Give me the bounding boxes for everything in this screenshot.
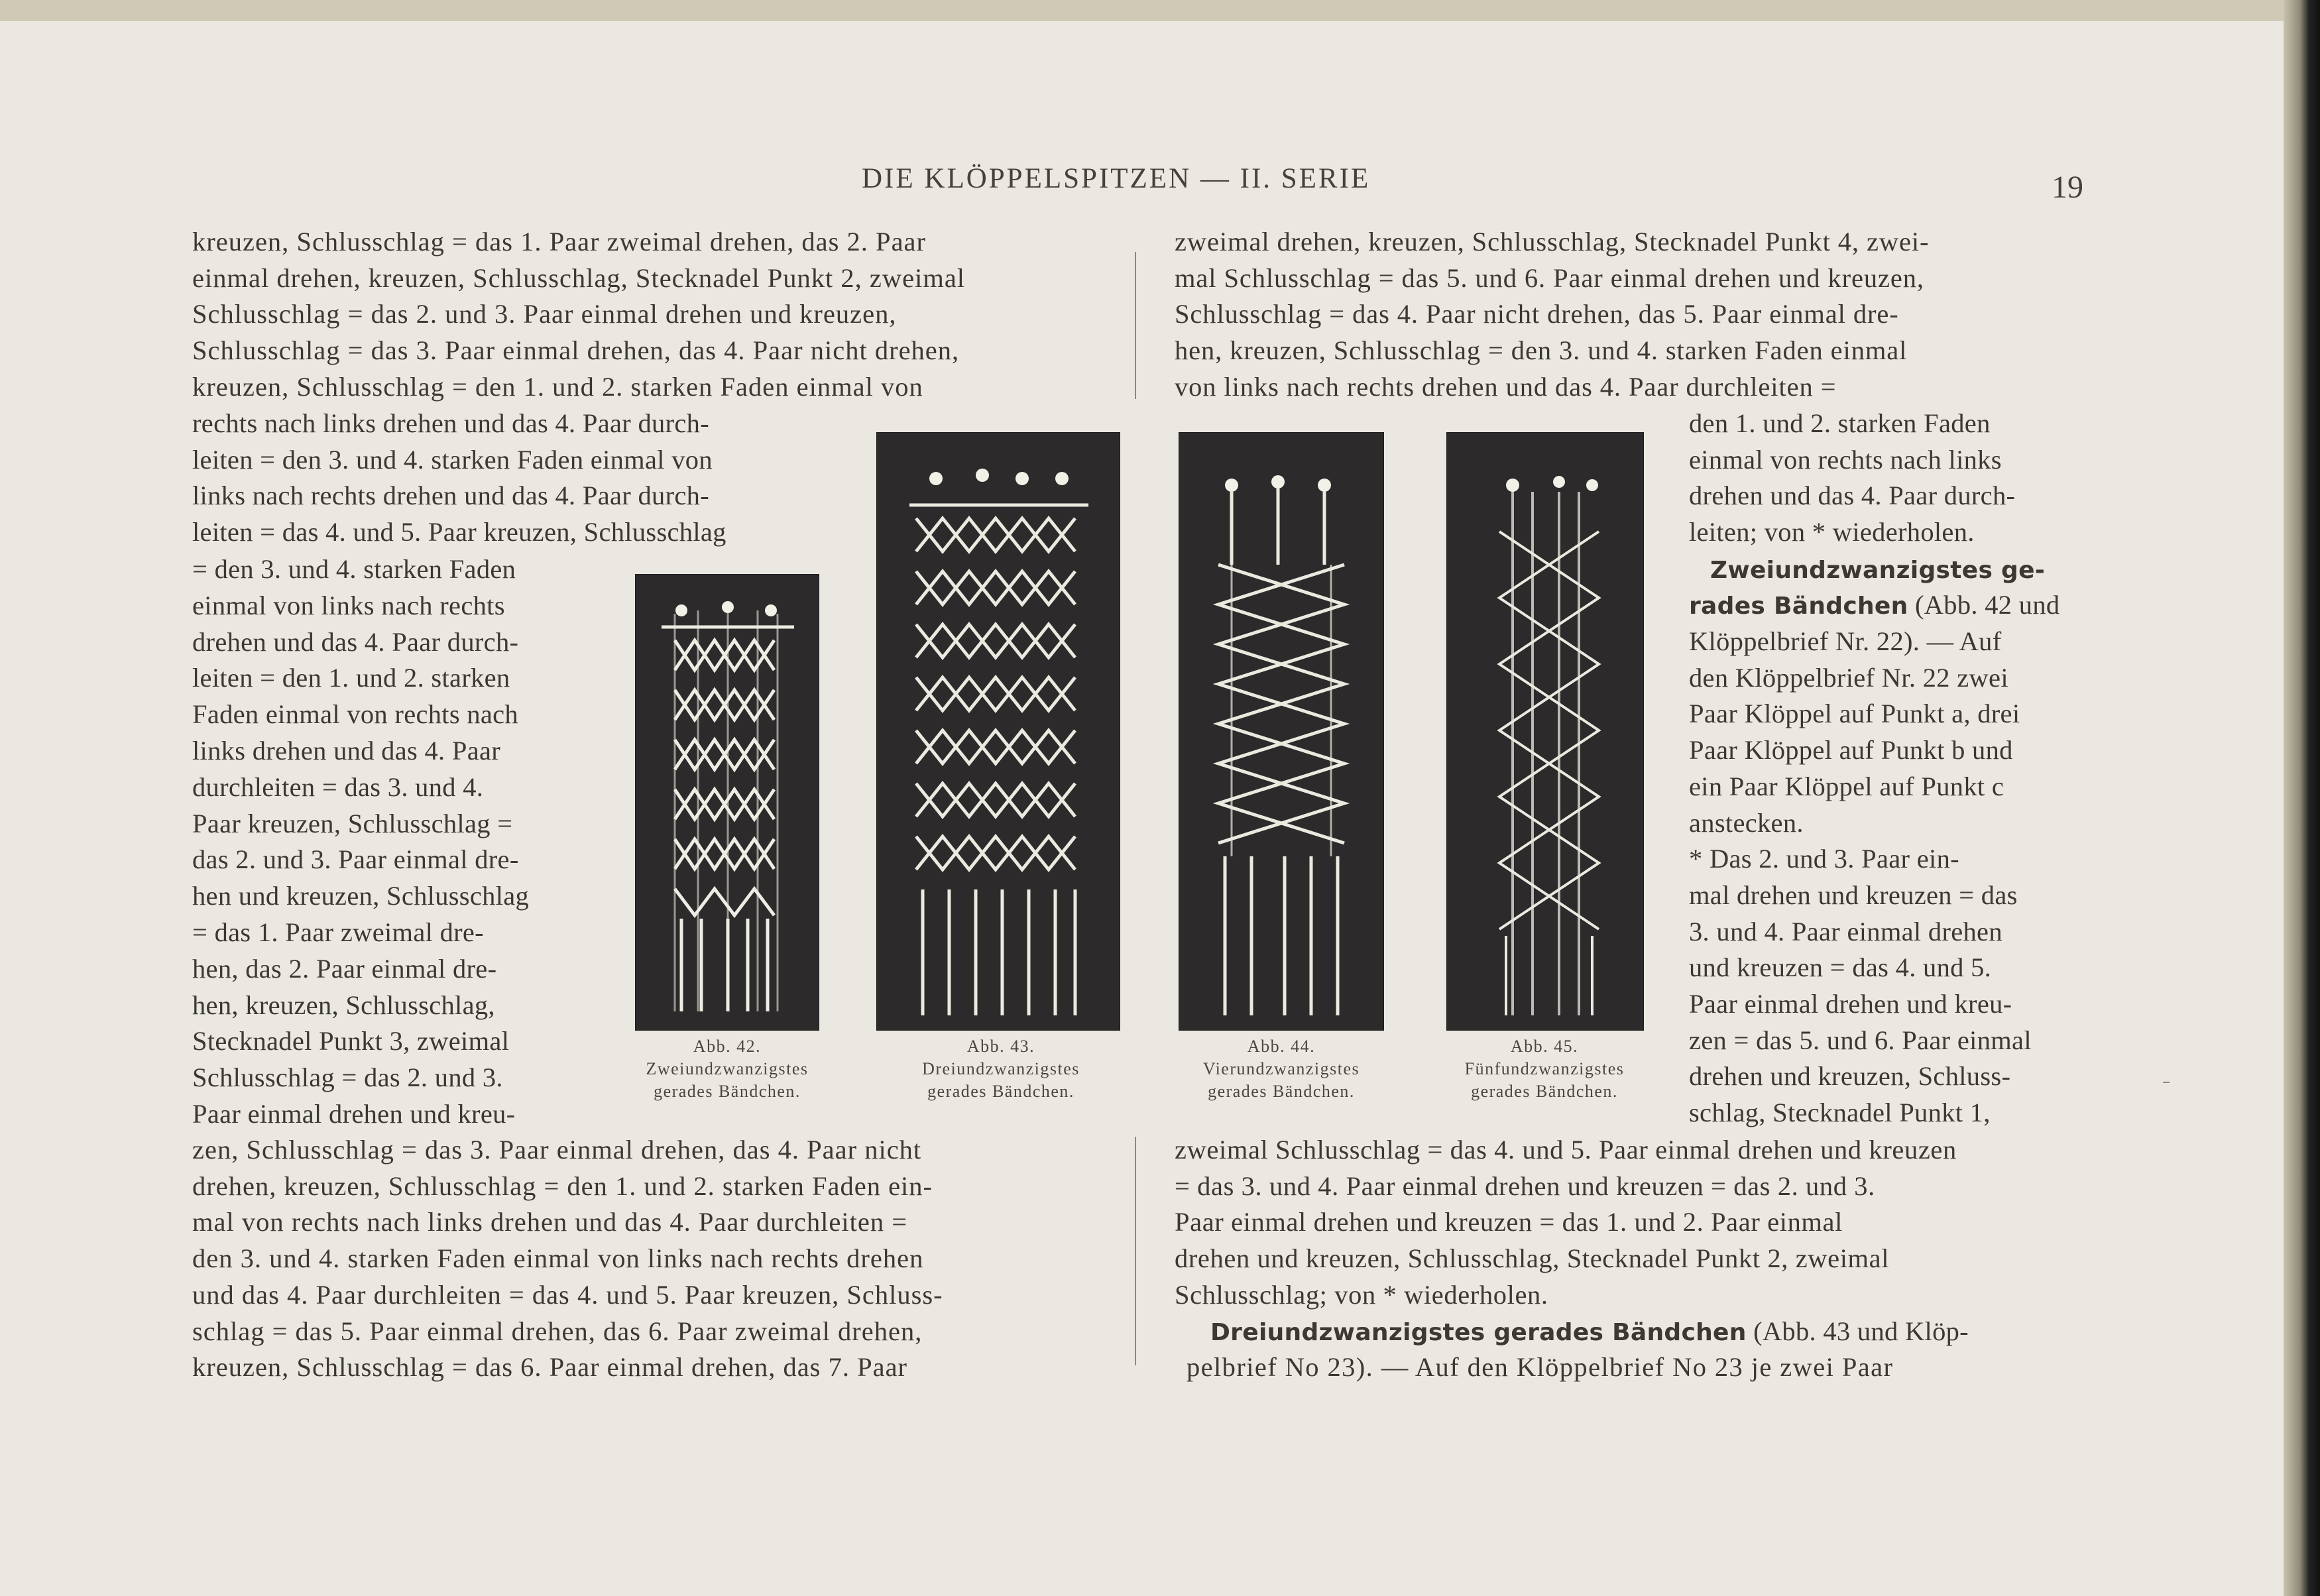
right-column-last-line: pelbrief No 23). — Auf den Klöppelbrief No 23 je zwei Paar <box>1187 1352 1894 1382</box>
lace-braid-42-illustration <box>635 574 819 1031</box>
running-title: DIE KLÖPPELSPITZEN — II. SERIE <box>862 163 1371 194</box>
left-column-lines-c: = den 3. und 4. starken Faden einmal von links nach rechts drehen und das 4. Paar durch- leiten = den 1. und 2. starken Faden einmal von rechts nach links drehen und das 4. Paar durchleiten = das 3. und 4. Paar kreuzen, Schlusschlag = das 2. und 3. Paar einmal dre- hen und kreuzen, Schlusschlag = das 1. Paar zweimal dre- hen, das 2. Paar einmal dre- hen, kreuzen, Schlusschlag, Stecknadel Punkt 3, zweimal Schlusschlag = das 2. und 3. Paar einmal drehen und kreu- <box>192 554 530 1129</box>
heading-23: Dreiundzwanzigstes gerades Bändchen (Abb. 43 und Klöp- <box>1210 1316 1969 1346</box>
margin-mark <box>2163 1082 2170 1083</box>
figure-43-image <box>876 432 1120 1031</box>
left-column-lines-b: rechts nach links drehen und das 4. Paar durch- leiten = den 3. und 4. starken Faden einmal von links nach rechts drehen und das 4. Paar durch- leiten = das 4. und 5. Paar kreuzen, Schlusschlag <box>192 408 726 547</box>
lace-braid-45-illustration <box>1446 432 1644 1031</box>
right-column-lines-d: zweimal Schlusschlag = das 4. und 5. Paar einmal drehen und kreuzen = das 3. und 4. Paar einmal drehen und kreuzen = das 2. und 3. Paar einmal drehen und kreuzen = das 1. und 2. Paar einmal drehen und kreuzen, Schlusschlag, Stecknadel Punkt 2, zweimal Schlusschlag; von * wiederholen. <box>1175 1135 1957 1310</box>
right-column-lines-a: zweimal drehen, kreuzen, Schlusschlag, Stecknadel Punkt 4, zwei- mal Schlusschlag = das 5. und 6. Paar einmal drehen und kreuzen, Schlusschlag = das 4. Paar nicht drehen, das 5. Paar einmal dre- hen, kreuzen, Schlusschlag = den 3. und 4. starken Faden einmal von links nach rechts drehen und das 4. Paar durchleiten = <box>1175 227 1930 402</box>
left-column-lines-a: kreuzen, Schlusschlag = das 1. Paar zweimal drehen, das 2. Paar einmal drehen, kreuzen, Schlusschlag, Stecknadel Punkt 2, zweimal Schlusschlag = das 2. und 3. Paar einmal drehen und kreuzen, Schlusschlag = das 3. Paar einmal drehen, das 4. Paar nicht drehen, kreuzen, Schlusschlag = den 1. und 2. starken Faden einmal von <box>192 227 966 402</box>
page-number: 19 <box>2052 170 2083 205</box>
figure-44-image <box>1179 432 1384 1031</box>
figure-45-caption: Abb. 45. Fünfundzwanzigstes gerades Bändchen. <box>1464 1037 1625 1101</box>
figure-42-image <box>635 574 819 1031</box>
right-column-lines-c: Klöppelbrief Nr. 22). — Auf den Klöppelbrief Nr. 22 zwei Paar Klöppel auf Punkt a, drei Paar Klöppel auf Punkt b und ein Paar Klöppel auf Punkt c anstecken. * Das 2. und 3. Paar ein- mal drehen und kreuzen = das 3. und 4. Paar einmal drehen und kreuzen = das 4. und 5. Paar einmal drehen und kreu- zen = das 5. und 6. Paar einmal drehen und kreuzen, Schluss- schlag, Stecknadel Punkt 1, <box>1689 626 2032 1128</box>
column-divider-bottom <box>1135 1137 1136 1365</box>
figure-42-caption: Abb. 42. Zweiundzwanzigstes gerades Bändchen. <box>646 1037 809 1101</box>
lace-braid-43-illustration <box>876 432 1120 1031</box>
figure-44-caption: Abb. 44. Vierundzwanzigstes gerades Bändchen. <box>1202 1037 1360 1101</box>
heading-22-line-1: Zweiundzwanzigstes ge- <box>1710 557 2046 584</box>
lace-braid-44-illustration <box>1179 432 1384 1031</box>
right-column-lines-b: den 1. und 2. starken Faden einmal von rechts nach links drehen und das 4. Paar durch- leiten; von * wiederholen. <box>1689 408 2016 547</box>
page-binding-edge <box>2284 0 2320 1596</box>
column-divider-top <box>1135 252 1136 399</box>
figure-45-image <box>1446 432 1644 1031</box>
figure-43-caption: Abb. 43. Dreiundzwanzigstes gerades Bändchen. <box>922 1037 1080 1101</box>
heading-22-line-2: rades Bändchen (Abb. 42 und <box>1689 590 2060 620</box>
left-column-lines-d: zen, Schlusschlag = das 3. Paar einmal drehen, das 4. Paar nicht drehen, kreuzen, Schlusschlag = den 1. und 2. starken Faden ein- mal von rechts nach links drehen und das 4. Paar durchleiten = den 3. und 4. starken Faden einmal von links nach rechts drehen und das 4. Paar durchleiten = das 4. und 5. Paar kreuzen, Schluss- schlag = das 5. Paar einmal drehen, das 6. Paar zweimal drehen, kreuzen, Schlusschlag = das 6. Paar einmal drehen, das 7. Paar <box>192 1135 943 1383</box>
